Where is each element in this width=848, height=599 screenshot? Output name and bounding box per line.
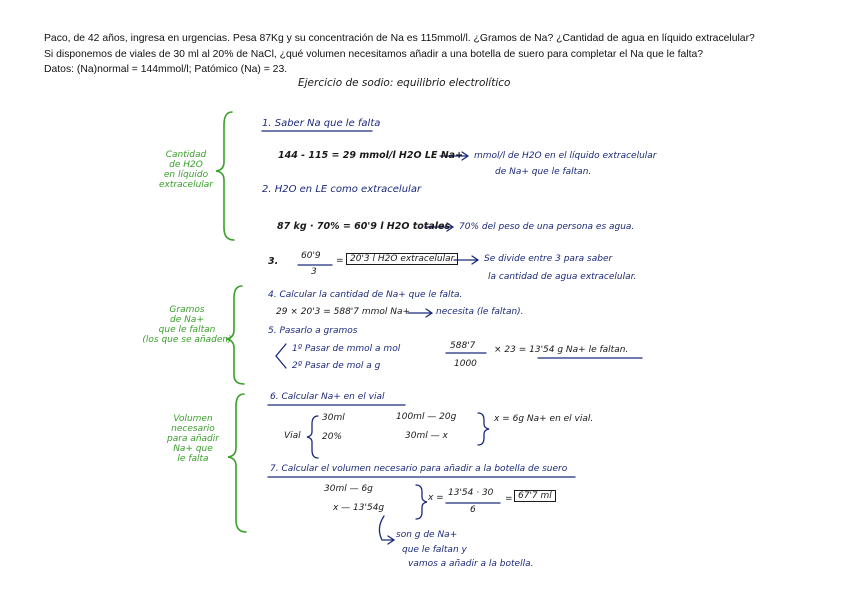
step-5-calculation: × 23 = 13'54 g Na+ le faltan. bbox=[494, 345, 629, 355]
step-1-note-a: mmol/l de H2O en el líquido extracelular bbox=[474, 151, 657, 161]
step-5-frac-num: 588'7 bbox=[450, 341, 476, 351]
step-3-result: 20'3 l H2O extracelular bbox=[346, 253, 458, 265]
step-1-calculation: 144 - 115 = 29 mmol/l H2O LE Na+ bbox=[278, 150, 464, 161]
step-2-note: 70% del peso de una persona es agua. bbox=[459, 222, 635, 232]
problem-line-2: Si disponemos de viales de 30 ml al 20% de NaCl, ¿qué volumen necesitamos añadir a una botella de suero para completar el Na que le falta? bbox=[44, 48, 704, 60]
step-7-frac-den: 6 bbox=[470, 505, 476, 515]
vial-label: Vial bbox=[284, 431, 301, 441]
step-7-proportion-a: 30ml — 6g bbox=[324, 484, 373, 494]
problem-line-3: Datos: (Na)normal = 144mmol/l; Patómico (Na) = 23. bbox=[44, 64, 288, 76]
step-3-note-b: la cantidad de agua extracelular. bbox=[488, 272, 637, 282]
step-3-number: 3. bbox=[268, 256, 279, 267]
step-6-result: x = 6g Na+ en el vial. bbox=[494, 414, 594, 424]
prop7-brace bbox=[416, 485, 427, 519]
step-3-frac-den: 3 bbox=[311, 267, 317, 277]
step-7-x-equals: x = bbox=[428, 493, 444, 503]
step-6-heading: 6. Calcular Na+ en el vial bbox=[270, 392, 385, 402]
step-3-note-a: Se divide entre 3 para saber bbox=[484, 254, 613, 264]
side-note-sodium-grams: Gramos de Na+ que le faltan (los que se añaden) bbox=[142, 305, 232, 345]
green-bracket-3 bbox=[228, 394, 246, 532]
side-note-water-quantity: Cantidad de H2O en líquido extracelular bbox=[158, 150, 213, 190]
side-note-volume-needed: Volumen necesario para añadir Na+ que le falta bbox=[167, 414, 219, 464]
step-7-result: 67'7 ml bbox=[514, 490, 556, 502]
step-7-note-b: que le faltan y bbox=[402, 545, 467, 555]
step-6-proportion-a: 100ml — 20g bbox=[396, 412, 457, 422]
step-4-heading: 4. Calcular la cantidad de Na+ que le falta. bbox=[268, 290, 463, 300]
step-7-proportion-b: x — 13'54g bbox=[333, 503, 385, 513]
step-4-note: necesita (le faltan). bbox=[436, 307, 524, 317]
problem-line-1: Paco, de 42 años, ingresa en urgencias. Pesa 87Kg y su concentración de Na es 115mmol/l. ¿Gramos de Na? ¿Cantidad de agua en líquido extracelular? bbox=[44, 33, 755, 44]
step-3-frac-num: 60'9 bbox=[301, 251, 321, 261]
step-5-sub-a: 1º Pasar de mmol a mol bbox=[292, 344, 401, 354]
step-7-frac-num: 13'54 · 30 bbox=[448, 488, 494, 498]
step-4-calculation: 29 × 20'3 = 588'7 mmol Na+ bbox=[276, 307, 411, 317]
vial-volume: 30ml bbox=[322, 413, 345, 423]
step-7-note-a: son g de Na+ bbox=[396, 530, 458, 540]
arrow-4 bbox=[408, 309, 432, 317]
step-7-equals: = bbox=[505, 494, 513, 504]
step-6-proportion-b: 30ml — x bbox=[405, 431, 448, 441]
prop6-brace bbox=[478, 413, 489, 445]
step-5-sub-b: 2º Pasar de mol a g bbox=[292, 361, 381, 371]
step-3-equals: = bbox=[336, 256, 344, 266]
step-2-calculation: 87 kg · 70% = 60'9 l H2O totales bbox=[277, 221, 451, 232]
notes-title: Ejercicio de sodio: equilibrio electrolítico bbox=[298, 77, 511, 89]
bracket-substeps bbox=[276, 344, 286, 368]
step-7-heading: 7. Calcular el volumen necesario para añadir a la botella de suero bbox=[270, 464, 568, 474]
step-5-heading: 5. Pasarlo a gramos bbox=[268, 326, 358, 336]
hook-arrow bbox=[379, 516, 394, 544]
step-1-note-b: de Na+ que le faltan. bbox=[495, 167, 592, 177]
step-5-frac-den: 1000 bbox=[454, 359, 477, 369]
vial-brace bbox=[307, 416, 318, 458]
step-2-heading: 2. H2O en LE como extracelular bbox=[262, 184, 422, 195]
step-7-note-c: vamos a añadir a la botella. bbox=[408, 559, 534, 569]
step-1-heading: 1. Saber Na que le falta bbox=[262, 118, 381, 129]
vial-concentration: 20% bbox=[322, 432, 343, 442]
